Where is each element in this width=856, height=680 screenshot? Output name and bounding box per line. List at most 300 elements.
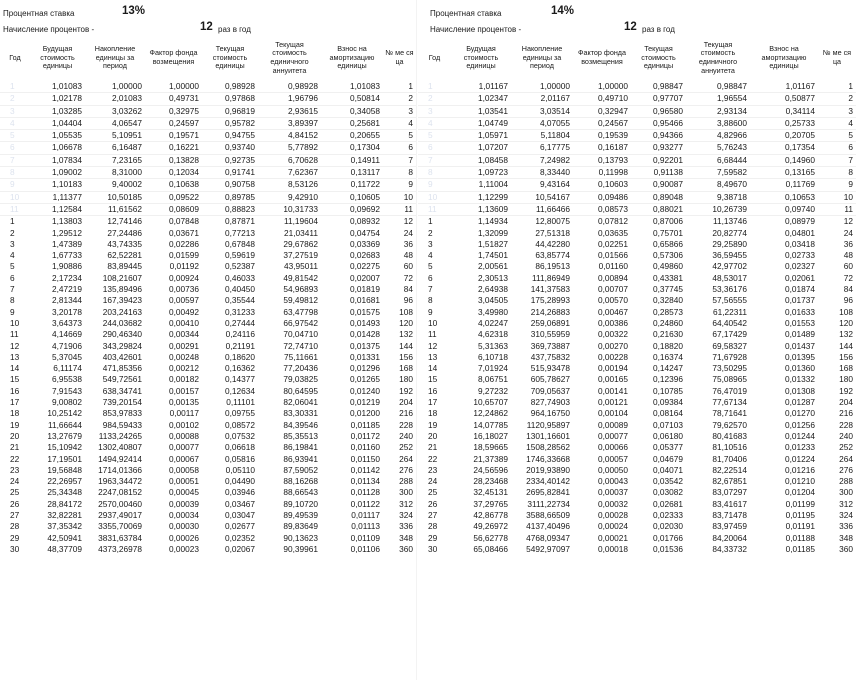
table-cell: 26 xyxy=(428,498,438,509)
yearly-row xyxy=(418,307,856,318)
table-cell: 6,10718 xyxy=(478,351,508,362)
table-cell: 1,13609 xyxy=(451,203,511,215)
table-cell: 111,86949 xyxy=(532,272,570,283)
table-cell: 89,10720 xyxy=(283,498,318,509)
table-cell: 5,10951 xyxy=(85,130,145,142)
table-cell: 83,30331 xyxy=(283,408,318,419)
table-cell: 5 xyxy=(383,130,416,142)
table-cell: 1508,28562 xyxy=(526,442,570,453)
table-cell: 1 xyxy=(0,216,30,228)
table-cell: 2570,00460 xyxy=(98,498,142,509)
accrual-label: Начисление процентов - xyxy=(430,25,522,34)
table-cell: 0,11769 xyxy=(750,179,818,191)
table-cell: 0,01204 xyxy=(785,487,815,498)
table-cell: 0,09740 xyxy=(750,203,818,215)
table-cell: 0,01766 xyxy=(653,532,683,543)
table-cell: 471,85356 xyxy=(102,363,142,374)
table-cell: 5 xyxy=(418,130,451,142)
table-cell: 709,05637 xyxy=(530,385,570,396)
table-cell: 336 xyxy=(399,521,413,532)
table-cell: 0,98847 xyxy=(631,81,686,93)
table-cell: 0,09384 xyxy=(653,397,683,408)
yearly-row xyxy=(418,273,856,284)
table-cell: 0,00037 xyxy=(598,487,628,498)
table-cell: 6 xyxy=(383,142,416,154)
table-cell: 204 xyxy=(839,397,853,408)
table-cell: 17 xyxy=(428,397,438,408)
table-cell: 156 xyxy=(399,351,413,362)
table-cell: 82,22514 xyxy=(712,464,747,475)
table-cell: 1133,24265 xyxy=(98,430,142,441)
table-cell: 12 xyxy=(818,216,856,228)
table-cell: 30 xyxy=(10,543,20,554)
table-cell: 5 xyxy=(818,130,856,142)
table-cell: 156 xyxy=(839,351,853,362)
table-cell: 0,05377 xyxy=(653,442,683,453)
table-cell: 1,03285 xyxy=(30,105,85,117)
table-cell: 0,00194 xyxy=(598,363,628,374)
yearly-row xyxy=(0,374,416,385)
monthly-row xyxy=(0,130,416,142)
table-cell: 84 xyxy=(403,284,413,295)
table-cell: 0,02683 xyxy=(350,250,380,261)
table-cell: 0,00212 xyxy=(169,363,199,374)
table-cell: 0,34114 xyxy=(750,105,818,117)
table-cell: 0,01216 xyxy=(785,464,815,475)
monthly-row xyxy=(418,167,856,179)
table-cell: 0,05110 xyxy=(225,464,255,475)
table-cell: 0,95466 xyxy=(631,117,686,129)
table-cell: 6,70628 xyxy=(258,154,321,166)
table-cell: 0,01332 xyxy=(785,374,815,385)
yearly-row xyxy=(0,544,416,555)
table-cell: 8,06751 xyxy=(478,374,508,385)
table-cell: 2 xyxy=(10,227,15,238)
table-cell: 2 xyxy=(818,93,856,105)
table-cell: 3 xyxy=(10,238,15,249)
table-cell: 0,67848 xyxy=(225,238,255,249)
table-cell: 259,06891 xyxy=(530,317,570,328)
table-cell: 0,00228 xyxy=(598,351,628,362)
table-cell: 0,13165 xyxy=(750,167,818,179)
table-cell: 0,02251 xyxy=(598,238,628,249)
table-cell: 0,01188 xyxy=(785,532,815,543)
table-cell: 69,58327 xyxy=(712,340,747,351)
table-cell: 1494,92414 xyxy=(98,453,142,464)
right-panel-header xyxy=(418,0,856,36)
table-cell: 16 xyxy=(10,385,20,396)
table-cell: 0,00410 xyxy=(169,317,199,328)
table-cell: 10 xyxy=(418,191,451,203)
table-cell: 20,82774 xyxy=(712,227,747,238)
table-cell: 0,00050 xyxy=(598,464,628,475)
table-cell: 0,01375 xyxy=(350,340,380,351)
table-cell: 135,89496 xyxy=(102,284,142,295)
table-cell: 204 xyxy=(399,397,413,408)
table-cell: 0,00058 xyxy=(169,464,199,475)
table-cell: 63,47798 xyxy=(283,306,318,317)
table-cell: 9,38718 xyxy=(686,191,750,203)
table-cell: 85,35513 xyxy=(283,430,318,441)
table-cell: 53,36176 xyxy=(712,284,747,295)
table-cell: 11 xyxy=(0,203,30,215)
table-cell: 21 xyxy=(10,442,20,453)
table-cell: 13 xyxy=(10,351,20,362)
table-cell: 1,01167 xyxy=(451,81,511,93)
table-cell: 10 xyxy=(428,317,438,328)
table-cell: 27 xyxy=(428,509,438,520)
table-cell: 0,01819 xyxy=(350,284,380,295)
table-cell: 76,47019 xyxy=(712,385,747,396)
header-future-value: Будущая стоимость единицы xyxy=(40,44,75,71)
table-cell: 83,71478 xyxy=(712,509,747,520)
table-cell: 120 xyxy=(399,317,413,328)
table-cell: 360 xyxy=(399,543,413,554)
table-cell: 9,43164 xyxy=(511,179,573,191)
table-cell: 8 xyxy=(418,167,451,179)
table-cell: 44,42280 xyxy=(535,238,570,249)
table-cell: 2 xyxy=(428,227,433,238)
table-cell: 216 xyxy=(399,408,413,419)
header-row xyxy=(0,36,416,80)
table-cell: 0,65866 xyxy=(653,238,683,249)
table-cell: 310,55959 xyxy=(530,329,570,340)
table-cell: 48 xyxy=(843,250,853,261)
table-cell: 4,62318 xyxy=(478,329,508,340)
table-cell: 0,01428 xyxy=(350,329,380,340)
table-cell: 66,97542 xyxy=(283,317,318,328)
table-cell: 0,00030 xyxy=(169,521,199,532)
table-cell: 7 xyxy=(428,284,433,295)
table-cell: 0,97707 xyxy=(631,93,686,105)
table-cell: 3 xyxy=(428,238,433,249)
table-cell: 29,67862 xyxy=(283,238,318,249)
table-cell: 240 xyxy=(839,430,853,441)
table-cell: 0,13793 xyxy=(573,154,631,166)
table-cell: 2,01083 xyxy=(85,93,145,105)
table-cell: 0,59619 xyxy=(225,250,255,261)
table-cell: 0,03635 xyxy=(598,227,628,238)
table-cell: 0,00182 xyxy=(169,374,199,385)
table-cell: 0,01737 xyxy=(785,295,815,306)
table-cell: 4 xyxy=(418,117,451,129)
table-cell: 0,00322 xyxy=(598,329,628,340)
header-month-no: № ме ся ца xyxy=(822,48,852,66)
table-cell: 0,02007 xyxy=(350,272,380,283)
table-cell: 12 xyxy=(428,340,438,351)
table-cell: 2,93134 xyxy=(686,105,750,117)
table-cell: 86,93941 xyxy=(283,453,318,464)
table-cell: 83,41617 xyxy=(712,498,747,509)
table-cell: 0,01233 xyxy=(785,442,815,453)
table-cell: 0,00021 xyxy=(598,532,628,543)
yearly-row xyxy=(0,420,416,431)
table-cell: 9 xyxy=(428,306,433,317)
table-cell: 4,82966 xyxy=(686,130,750,142)
table-cell: 1,08458 xyxy=(451,154,511,166)
table-cell: 0,10785 xyxy=(653,385,683,396)
table-cell: 2247,08152 xyxy=(98,487,142,498)
table-cell: 324 xyxy=(839,509,853,520)
table-cell: 0,02681 xyxy=(653,498,683,509)
yearly-row xyxy=(0,386,416,397)
table-cell: 0,90087 xyxy=(631,179,686,191)
table-cell: 12 xyxy=(383,216,416,228)
table-cell: 0,46033 xyxy=(225,272,255,283)
table-cell: 2,47219 xyxy=(52,284,82,295)
table-cell: 12 xyxy=(10,340,20,351)
right-panel-14-percent xyxy=(418,0,856,680)
yearly-row xyxy=(0,295,416,306)
table-cell: 7 xyxy=(418,154,451,166)
table-cell: 11 xyxy=(428,329,437,340)
table-cell: 0,05816 xyxy=(225,453,255,464)
table-cell: 0,03082 xyxy=(653,487,683,498)
table-cell: 1,12584 xyxy=(30,203,85,215)
table-cell: 0,01210 xyxy=(785,476,815,487)
table-cell: 4 xyxy=(10,250,15,261)
table-cell: 6 xyxy=(428,272,433,283)
table-cell: 0,93277 xyxy=(631,142,686,154)
table-cell: 28 xyxy=(10,521,20,532)
table-cell: 6,68444 xyxy=(686,154,750,166)
table-cell: 0,34058 xyxy=(321,105,383,117)
table-cell: 192 xyxy=(839,385,853,396)
table-cell: 70,04710 xyxy=(283,329,318,340)
table-cell: 264 xyxy=(839,453,853,464)
table-cell: 13,27679 xyxy=(47,430,82,441)
table-cell: 0,00024 xyxy=(598,521,628,532)
accrual-suffix: раз в год xyxy=(218,25,251,34)
header-amortization: Взнос на амортизацию единицы xyxy=(761,44,807,71)
table-cell: 54,96893 xyxy=(283,284,318,295)
table-cell: 19 xyxy=(10,419,20,430)
table-cell: 1,14934 xyxy=(451,216,511,228)
header-present-value: Текущая стоимость единицы xyxy=(212,44,248,71)
table-cell: 88,66543 xyxy=(283,487,318,498)
table-cell: 0,24116 xyxy=(225,329,255,340)
table-cell: 1,00000 xyxy=(511,81,573,93)
table-cell: 86,19841 xyxy=(283,442,318,453)
table-cell: 3111,22734 xyxy=(527,498,570,509)
table-cell: 0,00736 xyxy=(169,284,199,295)
table-cell: 144 xyxy=(839,340,853,351)
left-table xyxy=(0,81,416,555)
table-cell: 0,00026 xyxy=(169,532,199,543)
table-cell: 1963,34472 xyxy=(98,476,142,487)
table-cell: 0,01437 xyxy=(785,340,815,351)
table-cell: 27,51318 xyxy=(535,227,570,238)
table-cell: 0,18620 xyxy=(225,351,255,362)
table-cell: 27 xyxy=(10,509,20,520)
monthly-row xyxy=(418,142,856,154)
table-cell: 2,17234 xyxy=(52,272,82,283)
yearly-row xyxy=(418,499,856,510)
panel-divider xyxy=(416,0,417,680)
table-cell: 24 xyxy=(843,227,853,238)
table-cell: 1,13803 xyxy=(30,216,85,228)
table-cell: 11 xyxy=(418,203,451,215)
table-cell: 0,31233 xyxy=(225,306,255,317)
table-cell: 8,31000 xyxy=(85,167,145,179)
table-cell: 1301,16601 xyxy=(526,430,570,441)
yearly-row xyxy=(0,239,416,250)
table-cell: 0,94755 xyxy=(202,130,258,142)
table-cell: 252 xyxy=(399,442,413,453)
table-cell: 77,67134 xyxy=(712,397,747,408)
yearly-row xyxy=(418,442,856,453)
table-cell: 80,64595 xyxy=(283,385,318,396)
monthly-row xyxy=(0,142,416,154)
yearly-row xyxy=(418,239,856,250)
table-cell: 0,01287 xyxy=(785,397,815,408)
table-cell: 0,12634 xyxy=(225,385,255,396)
table-cell: 11 xyxy=(10,329,19,340)
table-cell: 9,42910 xyxy=(258,191,321,203)
table-cell: 0,25733 xyxy=(750,117,818,129)
table-cell: 0,00045 xyxy=(169,487,199,498)
table-cell: 0,87006 xyxy=(631,216,686,228)
table-cell: 336 xyxy=(839,521,853,532)
table-cell: 9 xyxy=(10,306,15,317)
table-cell: 2695,82841 xyxy=(526,487,570,498)
table-cell: 36 xyxy=(403,238,413,249)
table-cell: 144 xyxy=(399,340,413,351)
table-cell: 12,74146 xyxy=(85,216,145,228)
table-cell: 7,01924 xyxy=(478,363,508,374)
table-cell: 10,54167 xyxy=(511,191,573,203)
right-table xyxy=(418,81,856,555)
table-cell: 343,29824 xyxy=(102,340,142,351)
table-cell: 21 xyxy=(428,442,438,453)
monthly-row xyxy=(418,179,856,191)
table-cell: 0,24597 xyxy=(145,117,202,129)
yearly-row xyxy=(418,284,856,295)
table-cell: 0,01150 xyxy=(350,453,380,464)
yearly-row xyxy=(0,228,416,239)
table-cell: 14,07785 xyxy=(473,419,508,430)
yearly-row xyxy=(0,476,416,487)
table-cell: 1302,40807 xyxy=(98,442,142,453)
table-cell: 0,01199 xyxy=(785,498,815,509)
table-cell: 0,08979 xyxy=(750,216,818,228)
table-cell: 1,07834 xyxy=(30,154,85,166)
monthly-row xyxy=(418,105,856,117)
table-cell: 6 xyxy=(10,272,15,283)
yearly-row xyxy=(0,261,416,272)
table-cell: 2,00561 xyxy=(478,261,508,272)
table-cell: 0,16374 xyxy=(653,351,683,362)
table-cell: 0,50877 xyxy=(750,93,818,105)
yearly-row xyxy=(0,397,416,408)
table-cell: 75,08965 xyxy=(712,374,747,385)
table-cell: 0,20655 xyxy=(321,130,383,142)
table-cell: 6,17775 xyxy=(511,142,573,154)
table-cell: 18,59665 xyxy=(473,442,508,453)
table-cell: 0,01256 xyxy=(785,419,815,430)
table-cell: 0,01122 xyxy=(350,498,380,509)
table-cell: 3,89397 xyxy=(258,117,321,129)
yearly-row xyxy=(418,374,856,385)
table-cell: 10 xyxy=(818,191,856,203)
table-cell: 18 xyxy=(10,408,20,419)
table-cell: 14 xyxy=(10,363,20,374)
table-cell: 0,91138 xyxy=(631,167,686,179)
table-cell: 7 xyxy=(0,154,30,166)
table-cell: 290,46340 xyxy=(102,329,142,340)
table-cell: 61,22311 xyxy=(713,306,747,317)
yearly-row xyxy=(0,216,416,228)
table-cell: 7,91543 xyxy=(52,385,82,396)
table-cell: 23 xyxy=(10,464,20,475)
table-cell: 348 xyxy=(839,532,853,543)
yearly-row xyxy=(0,284,416,295)
table-cell: 49,26972 xyxy=(473,521,508,532)
table-cell: 0,01331 xyxy=(350,351,380,362)
table-cell: 3,03262 xyxy=(85,105,145,117)
table-cell: 437,75832 xyxy=(530,351,570,362)
table-cell: 324 xyxy=(399,509,413,520)
table-cell: 0,00344 xyxy=(169,329,199,340)
table-cell: 3 xyxy=(418,105,451,117)
table-cell: 0,00077 xyxy=(169,442,199,453)
table-cell: 25 xyxy=(428,487,438,498)
table-cell: 0,96580 xyxy=(631,105,686,117)
table-cell: 4 xyxy=(383,117,416,129)
table-cell: 9 xyxy=(383,179,416,191)
table-cell: 0,52387 xyxy=(225,261,255,272)
yearly-row xyxy=(418,465,856,476)
accrual-suffix: раз в год xyxy=(642,25,675,34)
table-cell: 0,01296 xyxy=(350,363,380,374)
table-cell: 0,11998 xyxy=(573,167,631,179)
table-cell: 515,93478 xyxy=(530,363,570,374)
table-cell: 43,74335 xyxy=(107,238,142,249)
table-cell: 1 xyxy=(383,81,416,93)
table-cell: 1,51827 xyxy=(478,238,508,249)
table-cell: 73,50295 xyxy=(712,363,747,374)
table-cell: 0,89785 xyxy=(202,191,258,203)
yearly-row xyxy=(0,510,416,521)
table-cell: 0,00057 xyxy=(598,453,628,464)
yearly-row xyxy=(0,487,416,498)
table-cell: 8 xyxy=(818,167,856,179)
table-cell: 6,16487 xyxy=(85,142,145,154)
table-cell: 6 xyxy=(418,142,451,154)
table-cell: 0,02327 xyxy=(785,261,815,272)
table-cell: 42,86778 xyxy=(473,509,508,520)
table-cell: 2,93615 xyxy=(258,105,321,117)
table-cell: 0,24860 xyxy=(653,317,683,328)
table-cell: 22,26957 xyxy=(47,476,82,487)
table-cell: 0,32975 xyxy=(145,105,202,117)
table-cell: 10 xyxy=(0,191,30,203)
table-cell: 0,09755 xyxy=(225,408,255,419)
table-cell: 0,04071 xyxy=(653,464,683,475)
table-cell: 0,00039 xyxy=(169,498,199,509)
table-cell: 17,19501 xyxy=(47,453,82,464)
table-cell: 10,65707 xyxy=(473,397,508,408)
table-cell: 30 xyxy=(428,543,438,554)
table-cell: 1746,33668 xyxy=(526,453,570,464)
table-cell: 11,66466 xyxy=(511,203,573,215)
table-cell: 0,14377 xyxy=(225,374,255,385)
table-cell: 65,08466 xyxy=(473,543,508,554)
table-cell: 11,66644 xyxy=(48,419,82,430)
table-cell: 0,00597 xyxy=(169,295,199,306)
table-cell: 96 xyxy=(403,295,413,306)
table-cell: 81,70406 xyxy=(712,453,747,464)
